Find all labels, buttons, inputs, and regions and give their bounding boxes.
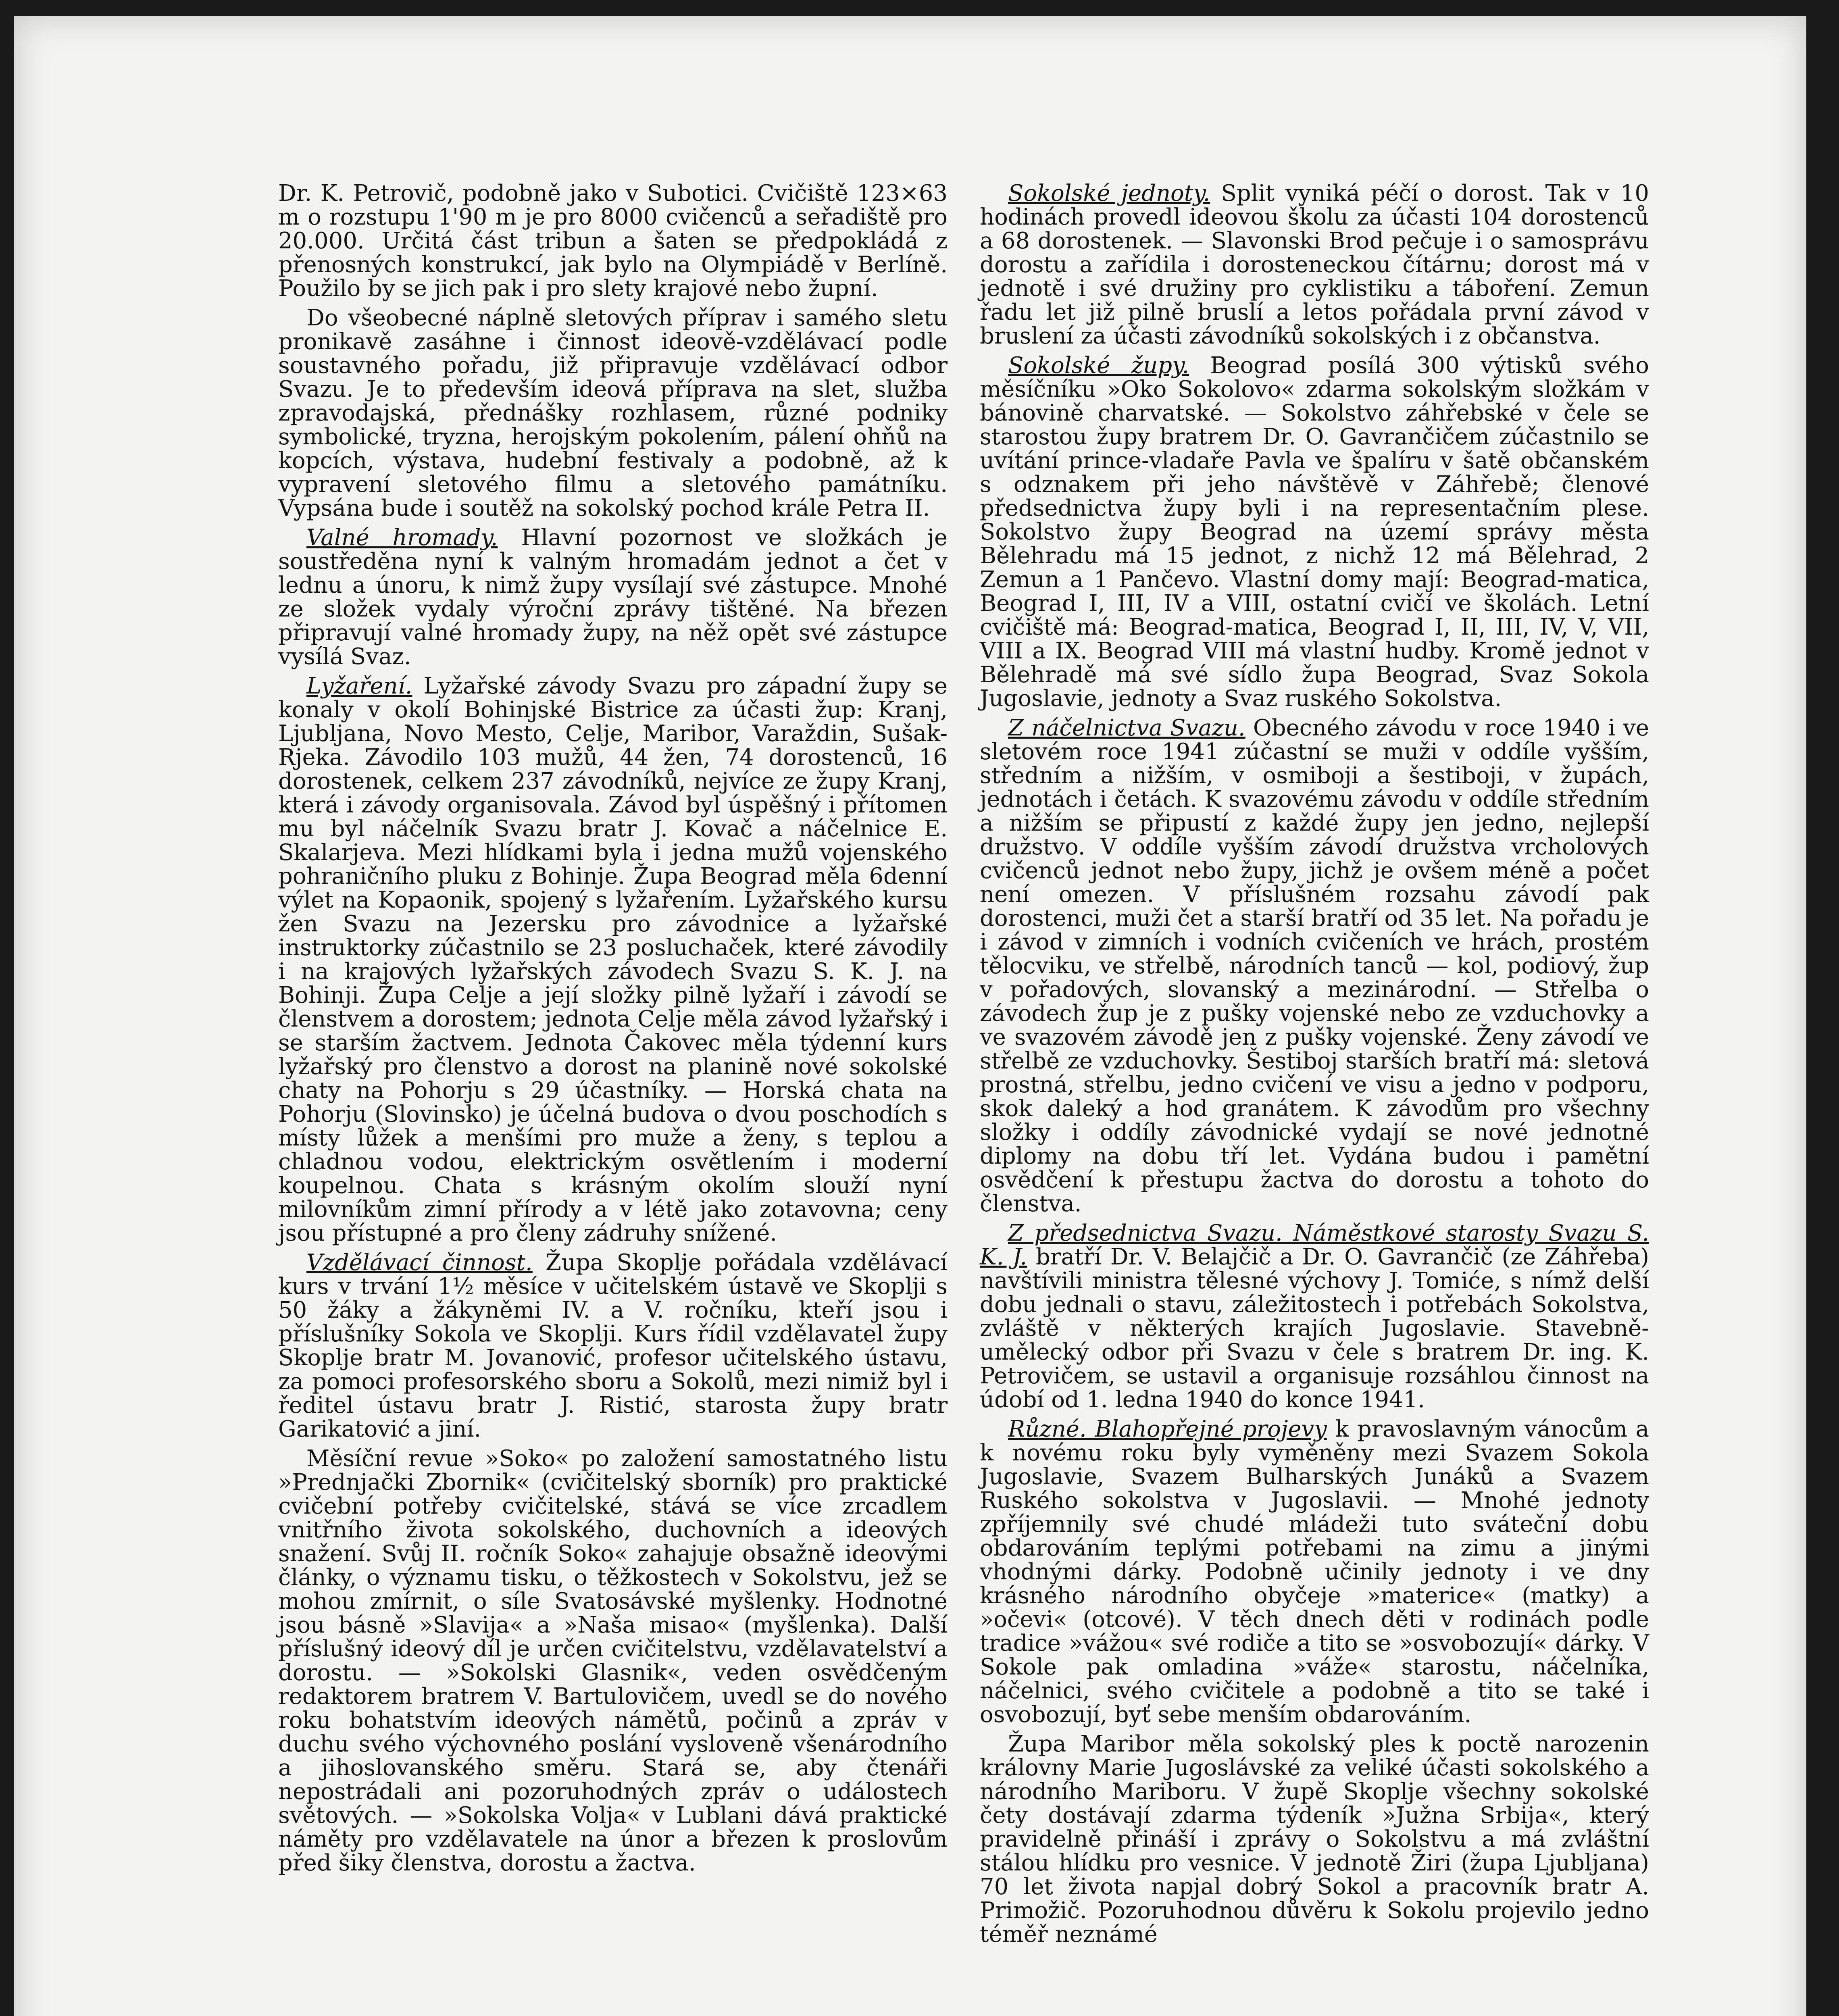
paragraph-lead: Z předsednictva Svazu. Náměstkové starosty Svazu S. K. J. [980,1220,1649,1270]
paragraph-text: bratří Dr. V. Belajčič a Dr. O. Gavrančič (ze Záhřeba) navštívili ministra tělesné výchovy J. Tomiće, s nímž delší dobu jednali o stavu, záležitostech i potřebách Sokolstva, zvláště v některých krajích Jugoslavie. Stavebně-umělecký odbor při Svazu v čele s bratrem Dr. ing. K. Petrovičem, se ustavil a organisuje rozsáhlou činnost na údobí od 1. ledna 1940 do konce 1941. [980,1244,1649,1413]
paragraph-lead: Vzdělávací činnost. [306,1250,533,1276]
paragraph-text: Do všeobecné náplně sletových příprav i samého sletu pronikavě zasáhne i činnost ideově-vzdělávací podle soustavného pořadu, již připravuje vzdělávací odbor Svazu. Je to především ideová příprava na slet, služba zpravodajská, přednášky rozhlasem, různé podniky symbolické, tryzna, herojským pokolením, pálení ohňů na kopcích, výstava, hudební festivaly a podobně, až k vypravení sletového filmu a sletového památníku. Vypsána bude i soutěž na sokolský pochod krále Petra II. [278,305,948,521]
paragraph-lead: Valné hromady. [306,525,498,551]
paragraph-lead: Různé. Blahopřejné projevy [1008,1416,1327,1442]
right-column [980,181,1649,1952]
paragraph-text: Obecného závodu v roce 1940 i ve sletovém roce 1941 zúčastní se muži v oddíle vyšším, středním a nižším, v osmiboji a šestiboji, v župách, jednotách i četách. K svazovému závodu v oddíle středním a nižším se připustí z každé župy jen jedno, nejlepší družstvo. V oddíle vyšším závodí družstva vrcholových cvičenců jednot nebo župy, jichž je ovšem méně a počet není omezen. V příslušném rozsahu závodí pak dorostenci, muži čet a starší bratří od 35 let. Na pořadu je i závod v zimních i vodních cvičeních ve hrách, prostém tělocviku, ve střelbě, národních tanců — kol, podiový, žup v pořadových, slovanský a mezinárodní. — Střelba o závodech žup je z pušky vojenské nebo ze vzduchovky a ve svazovém závodě jen z pušky vojenské. Ženy závodí ve střelbě ze vzduchovky. Šestiboj starších bratří má: sletová prostná, střelbu, jedno cvičení ve visu a jedno v podporu, skok daleký a hod granátem. K závodům pro všechny složky i oddíly závodnické vydají se nové jednotné diplomy na dobu tří let. Vydána budou i pamětní osvědčení k přestupu žactva do dorostu a tohoto do členstva. [980,715,1649,1217]
paragraph-lead: Z náčelnictva Svazu. [1008,715,1245,741]
paragraph-text: k pravoslavným vánocům a k novému roku byly vyměněny mezi Svazem Sokola Jugoslavie, Svazem Bulharských Junáků a Svazem Ruského sokolstva v Jugoslavii. — Mnohé jednoty zpříjemnily své chudé mládeži tuto sváteční dobu obdarováním teplými potřebami na zimu a jinými vhodnými dárky. Podobně učinily jednoty i ve dny krásného národního obyčeje »materice« (matky) a »očevi« (otcové). V těch dnech děti v rodinách podle tradice »vážou« své rodiče a tito se »osvobozují« dárky. V Sokole pak omladina »váže« starostu, náčelníka, náčelnici, svého cvičitele a podobně a tito se také i osvobozují, byť sebe menším obdarováním. [980,1416,1649,1728]
paragraph-text: Župa Skoplje pořádala vzdělávací kurs v trvání 1½ měsíce v učitelském ústavě ve Skoplji s 50 žáky a žákyněmi IV. a V. ročníku, kteří jsou i příslušníky Sokola ve Skoplji. Kurs řídil vzdělavatel župy Skoplje bratr M. Jovanović, profesor učitelského ústavu, za pomoci profesorského sboru a Sokolů, mezi nimiž byl i ředitel ústavu bratr J. Ristić, starosta župy bratr Garikatović a jiní. [278,1250,948,1442]
paragraph [278,526,948,669]
paragraph-text: Měsíční revue »Soko« po založení samostatného listu »Prednjački Zbornik« (cvičitelský sborník) pro praktické cvičební potřeby cvičitelské, stává se více zrcadlem vnitřního života sokolského, duchovních a ideových snažení. Svůj II. ročník Soko« zahajuje obsažně ideovými články, o významu tisku, o těžkostech v Sokolstvu, jež se mohou zmírnit, o síle Svatosávské myšlenky. Hodnotné jsou básně »Slavija« a »Naša misao« (myšlenka). Další příslušný ideový díl je určen cvičitelstvu, vzdělavatelství a dorostu. — »Sokolski Glasnik«, veden osvědčeným redaktorem bratrem V. Bartulovičem, uvedl se do nového roku bohatstvím ideových námětů, počinů a zpráv v duchu svého výchovného poslání vysloveně všenárodního a jihoslovanského směru. Stará se, aby čtenáři nepostrádali ani pozoruhodných zpráv o událostech světových. — »Sokolska Volja« v Lublani dává praktické náměty pro vzdělavatele na únor a březen k proslovům před šiky členstva, dorostu a žactva. [278,1445,948,1876]
paragraph-text: Hlavní pozornost ve složkách je soustředěna nyní k valným hromadám jednot a čet v lednu a únoru, k nimž župy vysílají své zástupce. Mnohé ze složek vydaly výroční zprávy tištěné. Na březen připravují valné hromady župy, na něž opět své zástupce vysílá Svaz. [278,525,948,670]
paragraph-text: Dr. K. Petrovič, podobně jako v Subotici. Cvičiště 123×63 m o rozstupu 1'90 m je pro 8000 cvičenců a seřadiště pro 20.000. Určitá část tribun a šaten se předpokládá z přenosných konstrukcí, jak bylo na Olympiádě v Berlíně. Použilo by se jich pak i pro slety krajové nebo župní. [278,180,948,302]
paragraph [980,1417,1649,1727]
paragraph [278,181,948,300]
paragraph-lead: Sokolské župy. [1008,352,1189,379]
paragraph [278,306,948,520]
paragraph [980,716,1649,1216]
paragraph-text: Lyžařské závody Svazu pro západní župy se konaly v okolí Bohinjské Bistrice za účasti žup: Kranj, Ljubljana, Novo Mesto, Celje, Maribor, Varaždin, Sušak-Rjeka. Závodilo 103 mužů, 44 žen, 74 dorostenců, 16 dorostenek, celkem 237 závodníků, nejvíce ze župy Kranj, která i závody organisovala. Závod byl úspěšný i přítomen mu byl náčelník Svazu bratr J. Kovač a náčelnice E. Skalarjeva. Mezi hlídkami byla i jedna mužů vojenského pohraničního pluku z Bohinje. Župa Beograd měla 6denní výlet na Kopaonik, spojený s lyžařením. Lyžařského kursu žen Svazu na Jezersku pro závodnice a lyžařské instruktorky zúčastnilo se 23 posluchaček, které závodily i na krajových lyžařských závodech Svazu S. K. J. na Bohinji. Župa Celje a její složky pilně lyžaří i závodí se členstvem a dorostem; jednota Celje měla závod lyžařský i se starším žactvem. Jednota Čakovec měla týdenní kurs lyžařský pro členstvo a dorost na planině nové sokolské chaty na Pohorju s 29 účastníky. — Horská chata na Pohorju (Slovinsko) je účelná budova o dvou poschodích s místy lůžek a menšími pro muže a ženy, s teplou a chladnou vodou, elektrickým osvětlením i moderní koupelnou. Chata s krásným okolím slouží nyní milovníkům zimní přírody a v létě jako zotavovna; ceny jsou přístupné a pro členy zádruhy snížené. [278,673,948,1246]
paragraph [278,674,948,1245]
paragraph-text: Beograd posílá 300 výtisků svého měsíčníku »Oko Sokolovo« zdarma sokolským složkám v bánovině charvatské. — Sokolstvo záhřebské v čele se starostou župy bratrem Dr. O. Gavrančičem zúčastnilo se uvítání prince-vladaře Pavla ve špalíru v šatě občanském s odznakem při jeho návštěvě v Záhřebě; členové předsednictva župy byli i na representačním plese. Sokolstvo župy Beograd na území správy města Bělehradu má 15 jednot, z nichž 12 má Bělehrad, 2 Zemun a 1 Pančevo. Vlastní domy mají: Beograd-matica, Beograd I, III, IV a VIII, ostatní cvičí ve školách. Letní cvičiště má: Beograd-matica, Beograd I, II, III, IV, V, VII, VIII a IX. Beograd VIII má vlastní hudby. Kromě jednot v Bělehradě má své sídlo župa Beograd, Svaz Sokola Jugoslavie, jednoty a Svaz ruského Sokolstva. [980,352,1649,712]
paragraph-lead: Lyžaření. [306,673,412,699]
paragraph [980,1221,1649,1412]
paragraph-text: Split vyniká péčí o dorost. Tak v 10 hodinách provedl ideovou školu za účasti 104 dorostenců a 68 dorostenek. — Slavonski Brod pečuje i o samosprávu dorostu a zařídila i dorosteneckou čítárnu; dorost má v jednotě i své družiny pro cyklistiku a táboření. Zemun řadu let již pilně bruslí a letos pořádala první závod v bruslení za účasti závodníků sokolských i z občanstva. [980,180,1649,349]
left-column [278,181,948,1881]
paragraph [278,1447,948,1875]
paragraph [980,181,1649,348]
paragraph-text: Župa Maribor měla sokolský ples k poctě narozenin královny Marie Jugoslávské za veliké účasti sokolského a národního Mariboru. V župě Skoplje všechny sokolské čety dostávají zdarma týdeník »Južna Srbija«, který pravidelně přináší i zprávy o Sokolstvu a má zvláštní stálou hlídku pro vesnice. V jednotě Žiri (župa Ljubljana) 70 let života napjal dobrý Sokol a pracovník bratr A. Primožič. Pozoruhodnou důvěru k Sokolu projevilo jedno téměř neznámé [980,1731,1649,1947]
paragraph [980,1732,1649,1946]
paragraph-lead: Sokolské jednoty. [1008,180,1210,206]
paragraph [278,1251,948,1441]
paragraph [980,354,1649,710]
